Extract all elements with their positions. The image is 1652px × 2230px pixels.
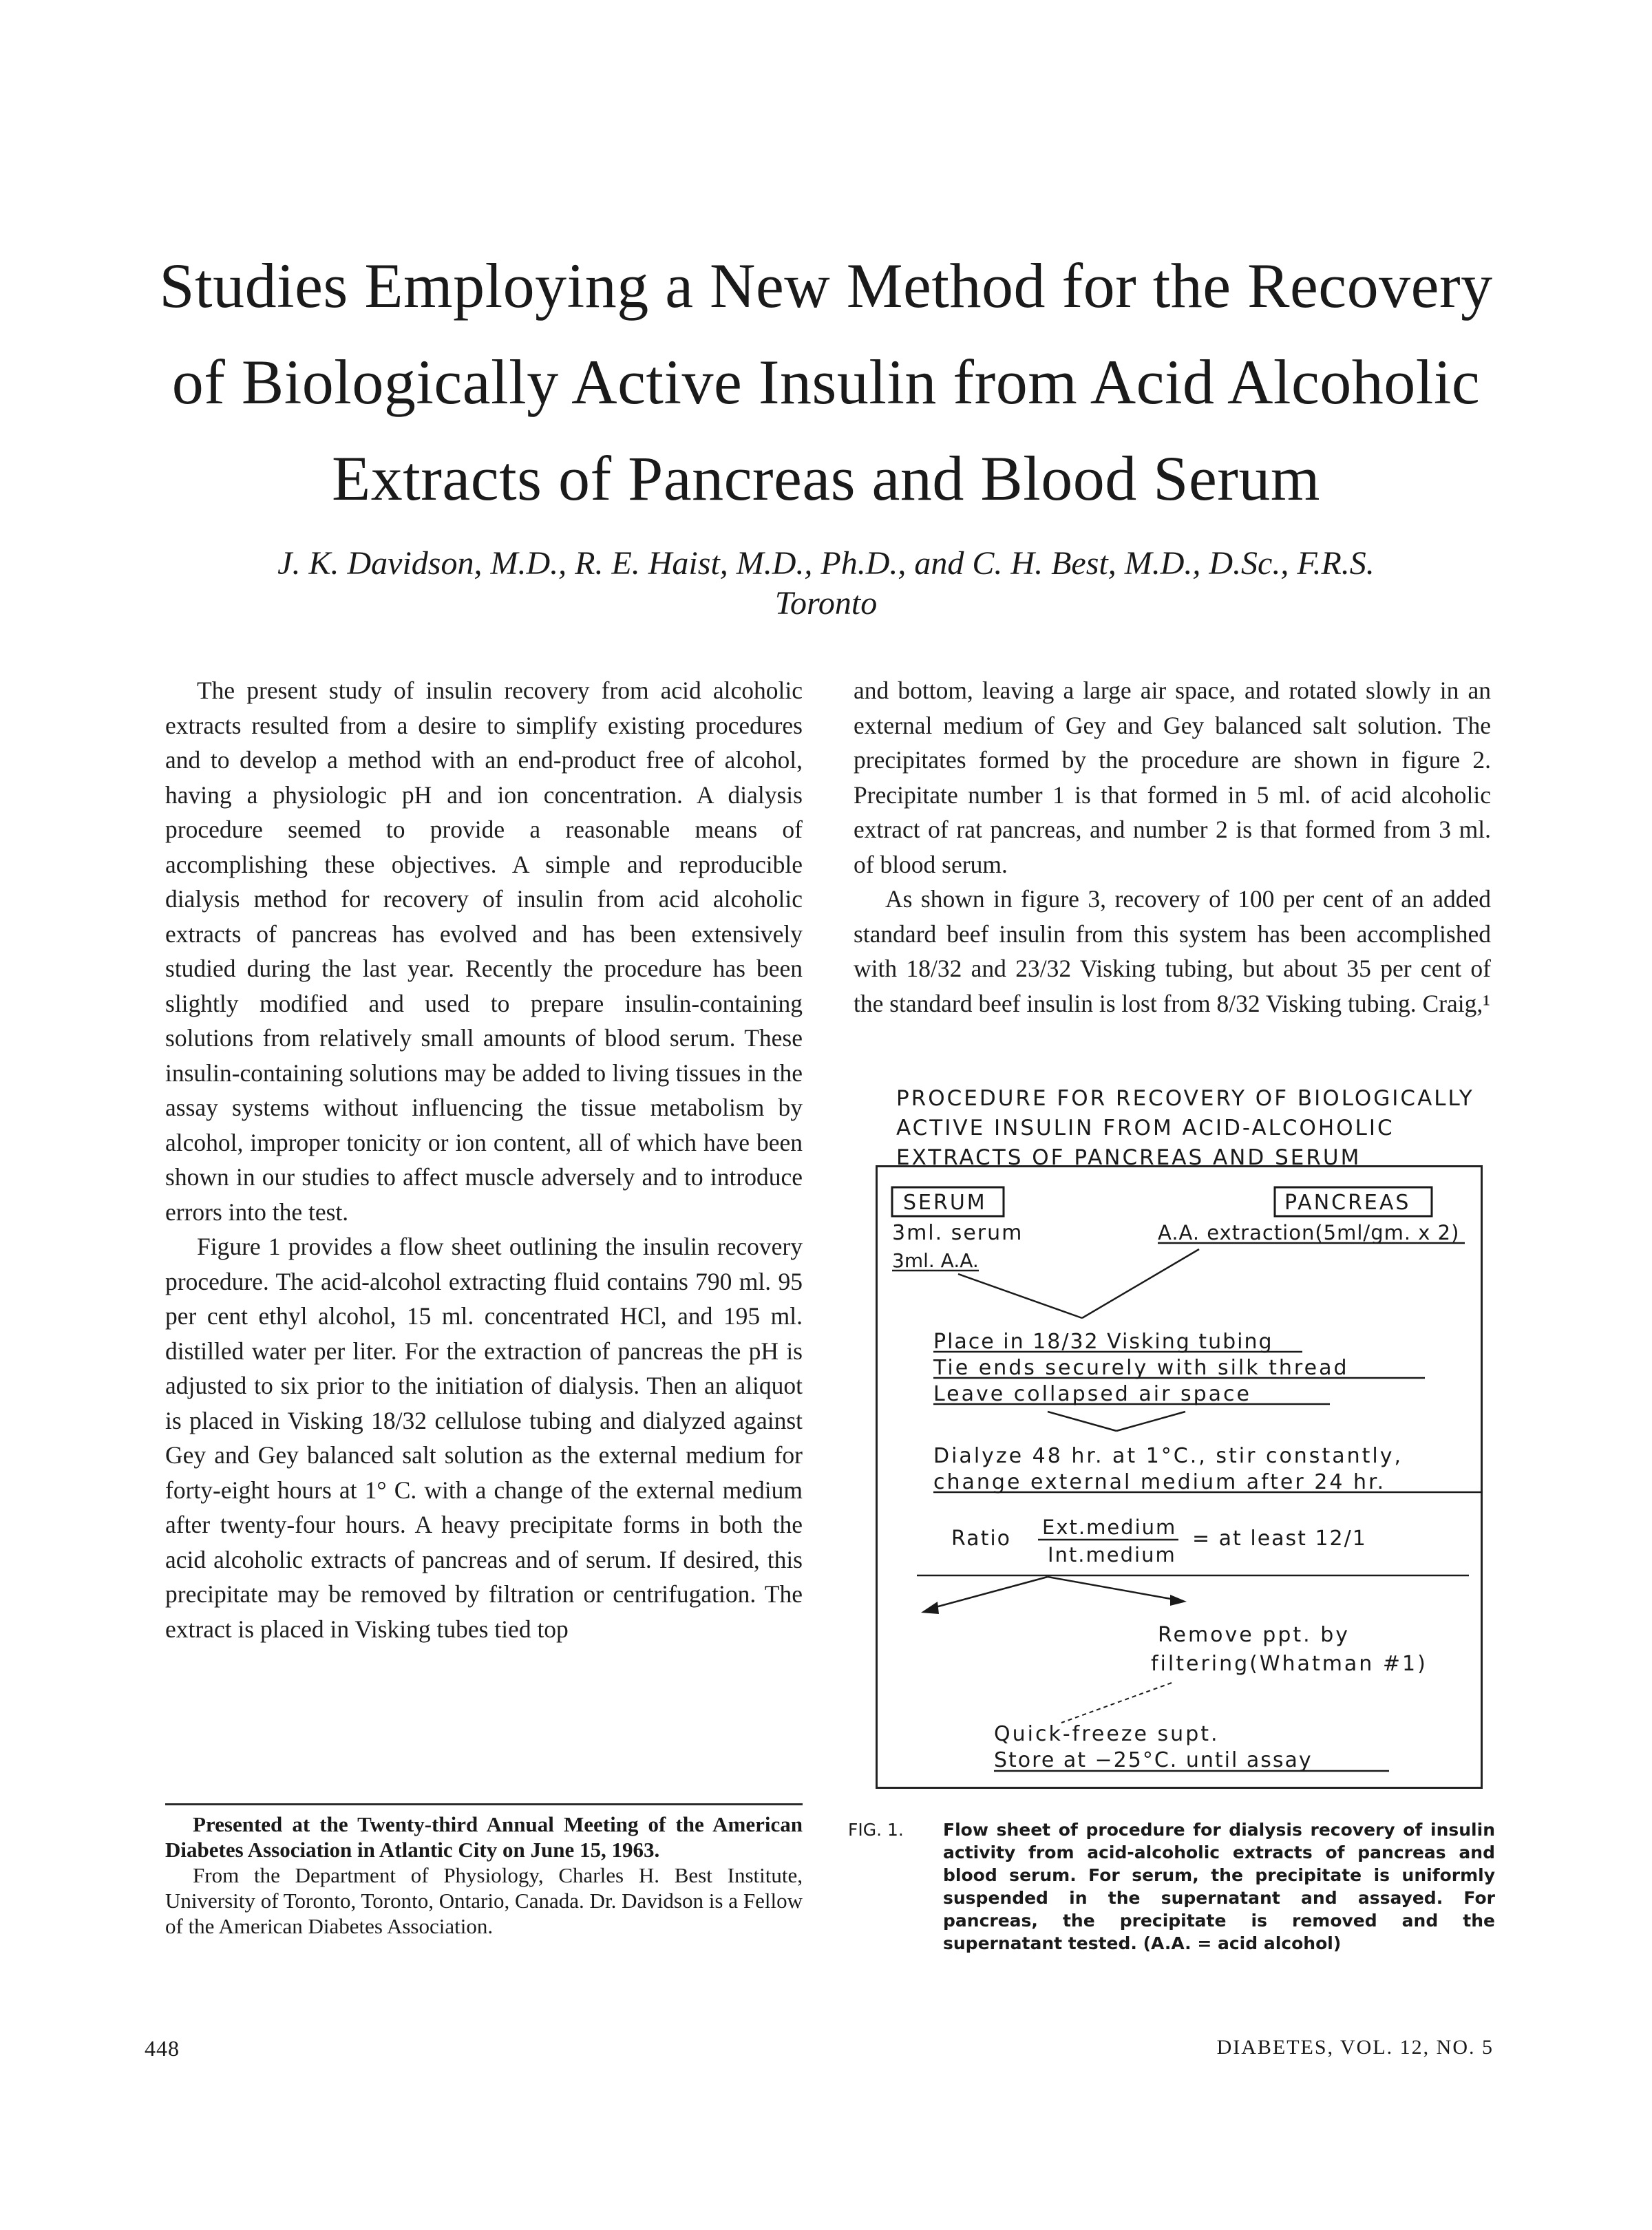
ratio-numerator: Ext.medium <box>1042 1516 1177 1539</box>
step-tie-ends: Tie ends securely with silk thread <box>933 1356 1349 1380</box>
step-remove-precipitate: Remove ppt. by <box>1158 1623 1350 1647</box>
author-block <box>96 544 1556 624</box>
left-column <box>165 673 803 1646</box>
flow-sheet-diagram <box>876 1165 1483 1789</box>
caption-label: FIG. 1. <box>848 1820 904 1840</box>
paragraph: Figure 1 provides a flow sheet outlining the insulin recovery procedure. The acid-alcohol extracting fluid contains 790 ml. 95 per cent ethyl alcohol, 15 ml. concentrated HCl, and 195 ml. distilled water per liter. For the extraction of pancreas the pH is adjusted to six prior to the initiation of dialysis. Then an aliquot is placed in Visking 18/32 cellulose tubing and dialyzed against Gey and Gey balanced salt solution as the external medium for forty-eight hours at 1° C. with a change of the external medium after twenty-four hours. A heavy precipitate forms in both the acid alcoholic extracts of pancreas and of serum. If desired, this precipitate may be removed by filtration or centrifugation. The extract is placed in Visking tubes tied top <box>165 1233 803 1643</box>
flow-line <box>1061 1683 1172 1723</box>
figure-1 <box>848 1084 1502 1817</box>
ratio-denominator: Int.medium <box>1048 1543 1176 1567</box>
serum-volume: 3ml. serum <box>892 1221 1024 1245</box>
flow-arrow <box>931 1577 1048 1608</box>
step-store: Store at −25°C. until assay <box>994 1748 1313 1772</box>
article-title <box>96 237 1556 527</box>
pancreas-extraction: A.A. extraction(5ml/gm. x 2) <box>1158 1221 1460 1244</box>
affiliation-note: From the Department of Physiology, Charles H. Best Institute, University of Toronto, Toronto, Ontario, Canada. Dr. Davidson is a Fellow of the American Diabetes Association. <box>165 1863 803 1938</box>
author-location: Toronto <box>774 585 878 622</box>
ratio-value: = at least 12/1 <box>1192 1527 1367 1551</box>
figure-heading-line: PROCEDURE FOR RECOVERY OF BIOLOGICALLY <box>896 1086 1474 1111</box>
arrowhead <box>921 1602 939 1614</box>
figure-heading-line: EXTRACTS OF PANCREAS AND SERUM <box>896 1145 1362 1170</box>
step-place-tubing: Place in 18/32 Visking tubing <box>933 1330 1273 1354</box>
presentation-note: Presented at the Twenty-third Annual Meeting of the American Diabetes Association in Atlantic City on June 15, 1963. <box>165 1812 803 1862</box>
step-air-space: Leave collapsed air space <box>933 1382 1251 1406</box>
serum-label: SERUM <box>903 1191 987 1215</box>
paragraph: and bottom, leaving a large air space, and rotated slowly in an external medium of Gey and Gey balanced salt solution. The precipitates formed by the procedure are shown in figure 2. Precipitate number 1 is that formed in 5 ml. of acid alcoholic extract of rat pancreas, and number 2 is that formed from 3 ml. of blood serum. <box>854 677 1491 878</box>
footnotes <box>165 1812 803 1939</box>
figure-heading <box>896 1084 1474 1173</box>
title-line: of Biologically Active Insulin from Acid Alcoholic <box>171 347 1481 417</box>
footnote-divider <box>165 1803 803 1805</box>
caption-text: Flow sheet of procedure for dialysis recovery of insulin activity from acid-alcoholic extracts of pancreas and blood serum. For serum, the precipitate is uniformly suspended in the supernatant and assayed. For pancreas, the precipitate is removed and the supernatant tested. (A.A. = acid alcohol) <box>943 1820 1495 1953</box>
flow-line <box>1082 1249 1199 1318</box>
flow-line <box>1116 1412 1185 1431</box>
flow-line <box>1048 1412 1116 1431</box>
arrowhead <box>1170 1595 1187 1606</box>
serum-acid-alcohol: 3ml. A.A. <box>892 1249 979 1272</box>
right-column <box>854 673 1491 1021</box>
step-filtering: filtering(Whatman #1) <box>1151 1652 1428 1676</box>
flow-arrow <box>1048 1577 1178 1600</box>
figure-heading-line: ACTIVE INSULIN FROM ACID-ALCOHOLIC <box>896 1116 1395 1140</box>
journal-reference: DIABETES, VOL. 12, NO. 5 <box>1216 2036 1494 2059</box>
paragraph: As shown in figure 3, recovery of 100 per cent of an added standard beef insulin from this system has been accomplished with 18/32 and 23/32 Visking tubing, but about 35 per cent of the standard beef insulin is lost from 8/32 Visking tubing. Craig,¹ <box>854 885 1491 1017</box>
step-quick-freeze: Quick-freeze supt. <box>994 1722 1220 1746</box>
figure-caption <box>848 1818 1495 1955</box>
author-names: J. K. Davidson, M.D., R. E. Haist, M.D., Ph.D., and C. H. Best, M.D., D.Sc., F.R.S. <box>277 545 1375 582</box>
pancreas-label: PANCREAS <box>1284 1191 1411 1215</box>
ratio-label: Ratio <box>951 1527 1012 1551</box>
page-number: 448 <box>145 2036 180 2061</box>
title-line: Studies Employing a New Method for the Recovery <box>159 251 1493 321</box>
paragraph: The present study of insulin recovery from acid alcoholic extracts resulted from a desire to simplify existing procedures and to develop a method with an end-product free of alcohol, having a physiologic pH and ion concentration. A dialysis procedure seemed to provide a reasonable means of accomplishing these objectives. A simple and reproducible dialysis method for recovery of insulin from acid alcoholic extracts of pancreas has evolved and has been extensively studied during the last year. Recently the procedure has been slightly modified and used to prepare insulin-containing solutions from relatively small amounts of blood serum. These insulin-containing solutions may be added to living tissues in the assay systems without influencing the tissue metabolism by alcohol, improper tonicity or ion content, all of which have been shown in our studies to affect muscle adversely and to introduce errors into the test. <box>165 677 803 1226</box>
title-line: Extracts of Pancreas and Blood Serum <box>332 443 1320 513</box>
step-dialyze: Dialyze 48 hr. at 1°C., stir constantly, <box>933 1444 1403 1468</box>
flow-line <box>958 1274 1082 1318</box>
step-change-medium: change external medium after 24 hr. <box>933 1470 1386 1494</box>
